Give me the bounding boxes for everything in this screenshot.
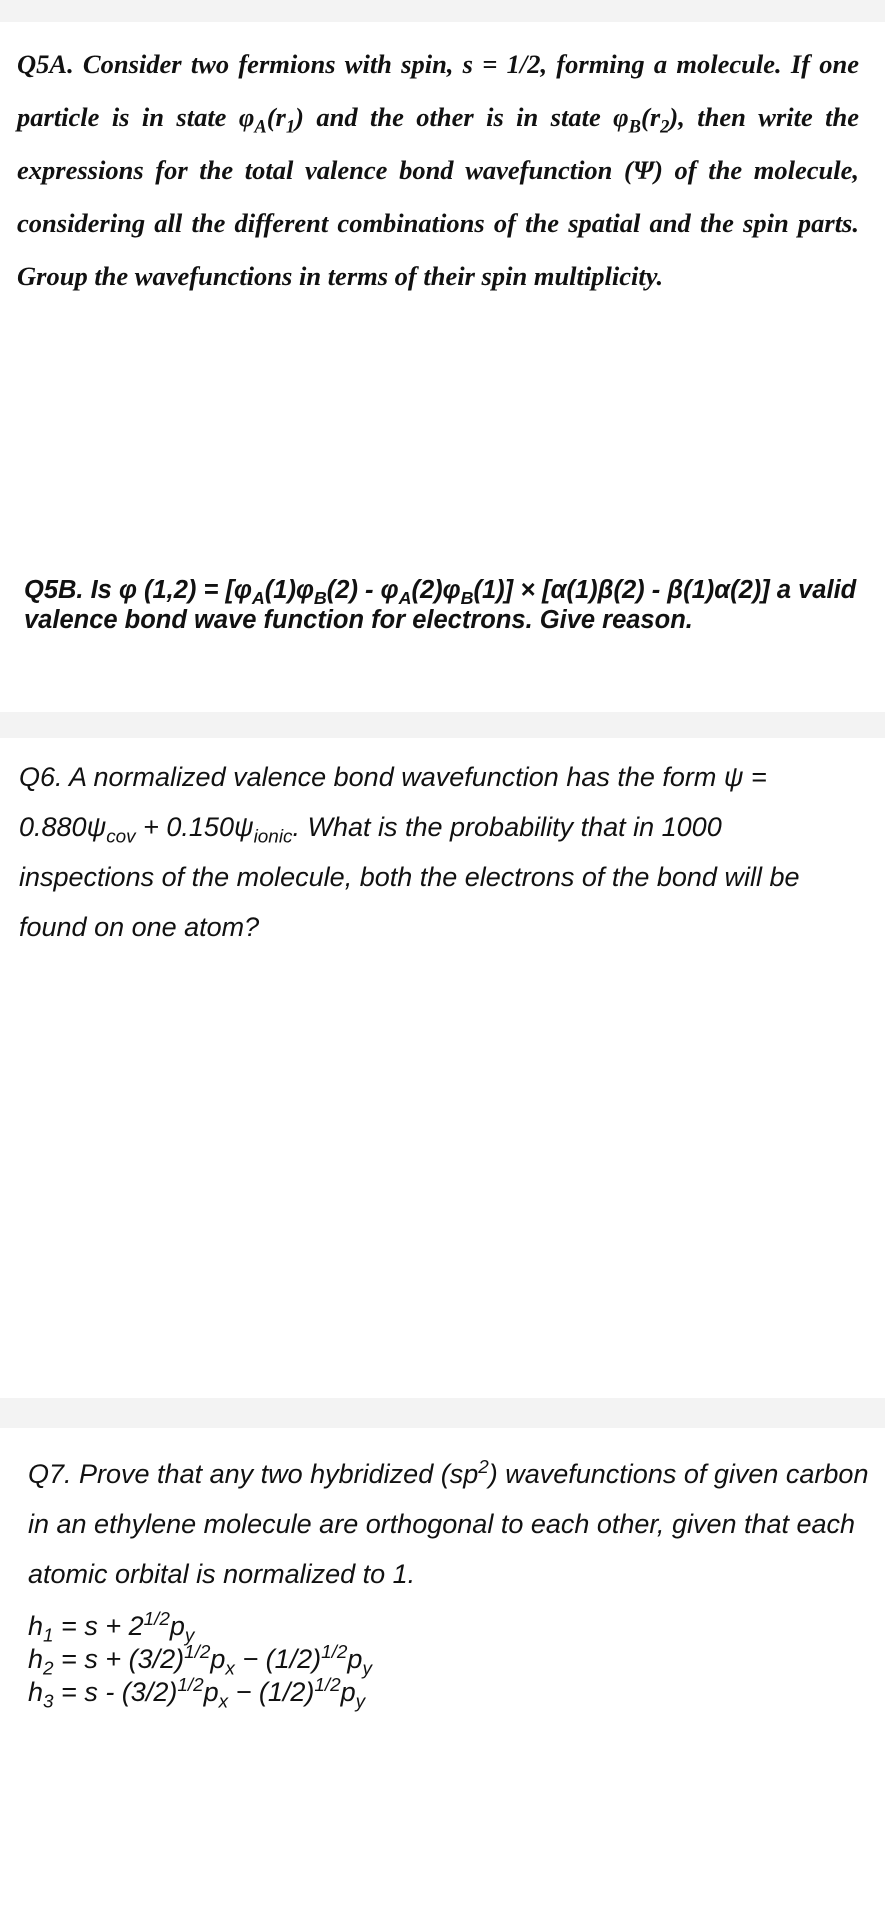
- question-q5b-text: Q5B. Is φ $(1,2) = [\varphi_A(1)\varphi_B(2) - \varphi_A(2)\varphi_B(1)] \times [\alpha(1)\beta(2) - \beta(1)\alpha(2)]$ a valid valence bond wave function for electrons. Give reason.: [24, 576, 857, 634]
- question-q5a-text: Q5A. Consider two fermions with spin, s = 1/2, forming a molecule. If one particle is in state $\varphi_A(r_1)$ and the other is in state $\varphi_B(r_2)$, then write the expressions for the total valence bond wavefunction (Ψ) of the molecule, considering all the different combinations of the spatial and the spin parts. Group the wavefunctions in terms of their spin multiplicity.: [17, 49, 859, 291]
- equation-h3: $h_3 = s - (3/2)^{1/2}p_x - (1/2)^{1/2}p_y$: [28, 1675, 366, 1713]
- hybrid-equations: [28, 1609, 868, 1713]
- equation-h2: $h_2 = s + (3/2)^{1/2}p_x - (1/2)^{1/2}p_y$: [28, 1642, 372, 1680]
- equation-h1: $h_1 = s + 2^{1/2}p_y$: [28, 1609, 195, 1647]
- question-q7-text: Q7. Prove that any two hybridized $(sp^2)$ wavefunctions of given carbon in an ethylene molecule are orthogonal to each other, given that each atomic orbital is normalized to 1.: [28, 1457, 869, 1589]
- question-q6-text: Q6. A normalized valence bond wavefunction has the form $\psi = 0.880\psi_{cov} + 0.150\psi_{ionic}$. What is the probability that in 1000 inspections of the molecule, both the electrons of the bond will be found on one atom?: [19, 762, 800, 942]
